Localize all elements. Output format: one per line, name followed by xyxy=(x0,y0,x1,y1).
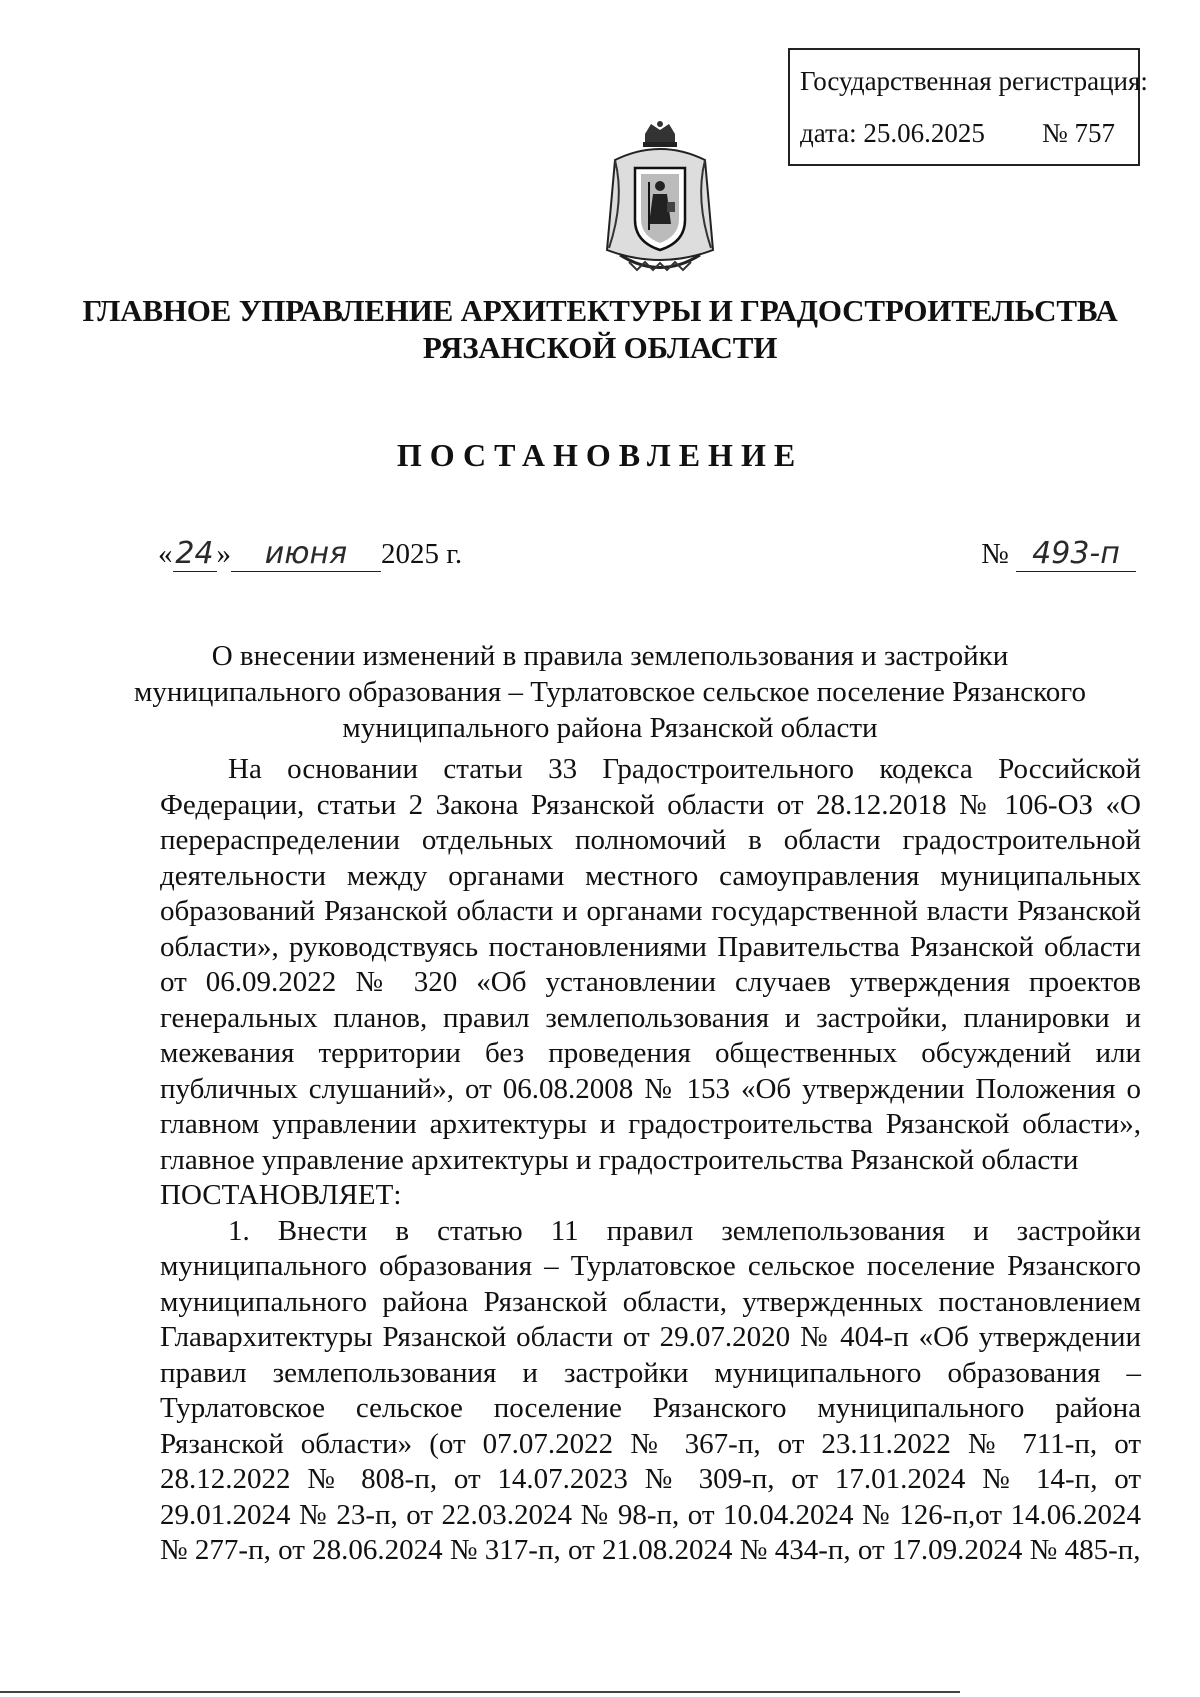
ryazan-coat-of-arms-icon xyxy=(585,120,735,280)
preamble-paragraph: На основании статьи 33 Градостроительного кодекса Российской Федерации, статьи 2 Закона Рязанской области от 28.12.2018 № 106-ОЗ «О перераспределении отдельных полномочий в области градостроительной деятельности между органами местного самоуправления муниципальных образований Рязанской области и органами государственной власти Рязанской области», руководствуясь постановлениями Правительства Рязанской области от 06.09.2022 № 320 «Об установлении случаев утверждения проектов генеральных планов, правил землепользования и застройки, планировки и межевания территории без проведения общественных обсуждений или публичных слушаний», от 06.08.2008 № 153 «Об утверждении Положения о главном управлении архитектуры и градостроительства Рязанской области», главное управление архитектуры и градостроительства Рязанской области xyxy=(160,753,1141,1176)
date-open-quote: « xyxy=(158,538,173,570)
registration-title: Государственная регистрация: xyxy=(800,66,1148,96)
document-type-title: ПОСТАНОВЛЕНИЕ xyxy=(396,437,804,473)
number-label: № xyxy=(981,538,1009,570)
document-date xyxy=(158,536,462,572)
registration-stamp xyxy=(788,48,1148,166)
date-close-quote: » xyxy=(216,538,231,570)
subject-line2: муниципального образования – Турлатовское сельское поселение Рязанского xyxy=(134,676,1086,708)
document-subject xyxy=(130,638,1090,746)
page-bottom-edge xyxy=(0,1691,960,1693)
registration-date: дата: 25.06.2025 xyxy=(800,118,985,148)
clause-1-paragraph: 1. Внести в статью 11 правил землепользования и застройки муниципального образования – Турлатовское сельское поселение Рязанского муниципального района Рязанской области, утвержденных постановлением Главархитектуры Рязанской области от 29.07.2020 № 404-п «Об утверждении правил землепользования и застройки муниципального образования – Турлатовское сельское поселение Рязанского муниципального района Рязанской области» (от 07.07.2022 № 367-п, от 23.11.2022 № 711-п, от 28.12.2022 № 808-п, от 14.07.2023 № 309-п, от 17.01.2024 № 14-п, от 29.01.2024 № 23-п, от 22.03.2024 № 98-п, от 10.04.2024 № 126-п,от 14.06.2024 № 277-п, от 28.06.2024 № 317-п, от 21.08.2024 № 434-п, от 17.09.2024 № 485-п, xyxy=(160,1214,1141,1566)
subject-line3: муниципального района Рязанской области xyxy=(342,712,878,744)
organization-name-line1: ГЛАВНОЕ УПРАВЛЕНИЕ АРХИТЕКТУРЫ И ГРАДОСТРОИТЕЛЬСТВА xyxy=(82,293,1118,328)
document-body xyxy=(160,752,1141,1569)
date-month: июня xyxy=(231,536,381,572)
resolves-heading: ПОСТАНОВЛЯЕТ: xyxy=(160,1179,402,1211)
date-day: 24 xyxy=(173,536,217,572)
organization-name-line2: РЯЗАНСКОЙ ОБЛАСТИ xyxy=(422,330,778,365)
subject-line1: О внесении изменений в правила землепользования и застройки xyxy=(211,640,1009,672)
document-number xyxy=(981,536,1136,572)
registration-number: № 757 xyxy=(1042,118,1116,148)
number-value: 493-п xyxy=(1016,536,1136,572)
date-year: 2025 г. xyxy=(381,538,463,570)
